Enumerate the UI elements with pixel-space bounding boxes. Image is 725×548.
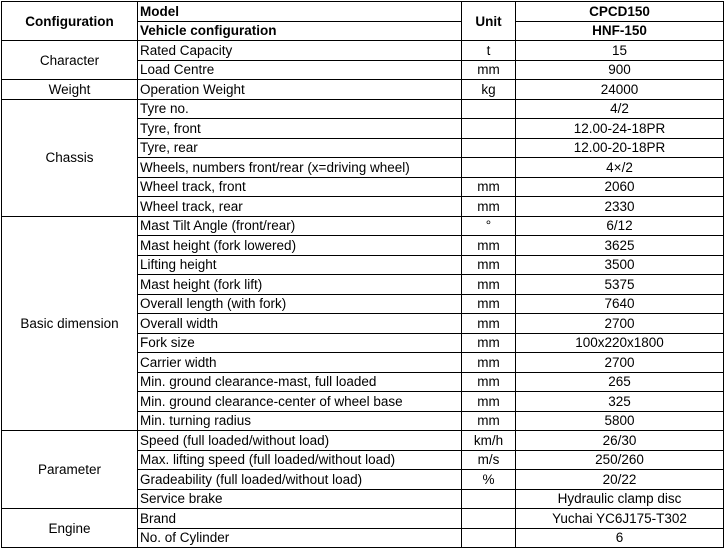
value-cell: Hydraulic clamp disc xyxy=(516,489,724,509)
item-label: Operation Weight xyxy=(138,80,462,100)
value-cell: 3625 xyxy=(516,236,724,256)
unit-cell: % xyxy=(462,470,516,490)
group-label: Chassis xyxy=(2,99,138,216)
value-cell: 250/260 xyxy=(516,450,724,470)
item-label: Brand xyxy=(138,509,462,529)
unit-cell xyxy=(462,528,516,548)
value-cell: 20/22 xyxy=(516,470,724,490)
unit-cell: mm xyxy=(462,372,516,392)
model-header: Model xyxy=(138,2,462,22)
item-label: Max. lifting speed (full loaded/without load) xyxy=(138,450,462,470)
item-label: Gradeability (full loaded/without load) xyxy=(138,470,462,490)
item-label: Rated Capacity xyxy=(138,41,462,61)
value-cell: 265 xyxy=(516,372,724,392)
value-cell: 2330 xyxy=(516,197,724,217)
unit-cell: mm xyxy=(462,333,516,353)
unit-cell: mm xyxy=(462,411,516,431)
group-label: Engine xyxy=(2,509,138,548)
item-label: Load Centre xyxy=(138,60,462,80)
unit-cell: km/h xyxy=(462,431,516,451)
value-cell: 12.00-20-18PR xyxy=(516,138,724,158)
value-cell: 325 xyxy=(516,392,724,412)
header-row-model xyxy=(2,2,724,22)
item-label: Mast height (fork lift) xyxy=(138,275,462,295)
unit-cell: mm xyxy=(462,353,516,373)
item-label: Wheels, numbers front/rear (x=driving wheel) xyxy=(138,158,462,178)
value-cell: 2060 xyxy=(516,177,724,197)
item-label: Overall width xyxy=(138,314,462,334)
unit-cell: mm xyxy=(462,236,516,256)
unit-cell xyxy=(462,509,516,529)
item-label: Fork size xyxy=(138,333,462,353)
value-cell: 2700 xyxy=(516,314,724,334)
item-label: Mast Tilt Angle (front/rear) xyxy=(138,216,462,236)
unit-cell: mm xyxy=(462,275,516,295)
unit-cell xyxy=(462,138,516,158)
value-cell: 4×/2 xyxy=(516,158,724,178)
unit-cell xyxy=(462,119,516,139)
item-label: Min. ground clearance-mast, full loaded xyxy=(138,372,462,392)
value-cell: 900 xyxy=(516,60,724,80)
spec-row xyxy=(2,431,724,451)
group-label: Basic dimension xyxy=(2,216,138,431)
item-label: Carrier width xyxy=(138,353,462,373)
item-label: Service brake xyxy=(138,489,462,509)
item-label: Mast height (fork lowered) xyxy=(138,236,462,256)
unit-cell: mm xyxy=(462,294,516,314)
value-cell: 5375 xyxy=(516,275,724,295)
unit-cell: mm xyxy=(462,255,516,275)
value-cell: Yuchai YC6J175-T302 xyxy=(516,509,724,529)
spec-table xyxy=(1,1,724,548)
unit-cell: mm xyxy=(462,60,516,80)
value-cell: 4/2 xyxy=(516,99,724,119)
value-cell: 26/30 xyxy=(516,431,724,451)
unit-cell: mm xyxy=(462,392,516,412)
unit-cell: kg xyxy=(462,80,516,100)
unit-cell xyxy=(462,99,516,119)
value-cell: 6/12 xyxy=(516,216,724,236)
spec-row xyxy=(2,99,724,119)
spec-row xyxy=(2,216,724,236)
unit-header: Unit xyxy=(462,2,516,41)
vehicle-configuration-value-header: HNF-150 xyxy=(516,21,724,41)
spec-row xyxy=(2,41,724,61)
value-cell: 7640 xyxy=(516,294,724,314)
unit-cell: m/s xyxy=(462,450,516,470)
group-label: Weight xyxy=(2,80,138,100)
item-label: Speed (full loaded/without load) xyxy=(138,431,462,451)
unit-cell: ° xyxy=(462,216,516,236)
item-label: Tyre, rear xyxy=(138,138,462,158)
unit-cell: mm xyxy=(462,177,516,197)
unit-cell: t xyxy=(462,41,516,61)
item-label: Wheel track, rear xyxy=(138,197,462,217)
unit-cell xyxy=(462,158,516,178)
value-cell: 3500 xyxy=(516,255,724,275)
item-label: Overall length (with fork) xyxy=(138,294,462,314)
vehicle-configuration-header: Vehicle configuration xyxy=(138,21,462,41)
unit-cell xyxy=(462,489,516,509)
value-cell: 24000 xyxy=(516,80,724,100)
item-label: Tyre, front xyxy=(138,119,462,139)
value-cell: 12.00-24-18PR xyxy=(516,119,724,139)
spec-row xyxy=(2,509,724,529)
item-label: Lifting height xyxy=(138,255,462,275)
group-label: Parameter xyxy=(2,431,138,509)
value-cell: 6 xyxy=(516,528,724,548)
item-label: Wheel track, front xyxy=(138,177,462,197)
value-cell: 15 xyxy=(516,41,724,61)
item-label: Tyre no. xyxy=(138,99,462,119)
configuration-header: Configuration xyxy=(2,2,138,41)
model-value-header: CPCD150 xyxy=(516,2,724,22)
unit-cell: mm xyxy=(462,197,516,217)
item-label: Min. ground clearance-center of wheel base xyxy=(138,392,462,412)
value-cell: 5800 xyxy=(516,411,724,431)
spec-table-body xyxy=(2,2,724,548)
unit-cell: mm xyxy=(462,314,516,334)
item-label: No. of Cylinder xyxy=(138,528,462,548)
value-cell: 2700 xyxy=(516,353,724,373)
value-cell: 100x220x1800 xyxy=(516,333,724,353)
item-label: Min. turning radius xyxy=(138,411,462,431)
group-label: Character xyxy=(2,41,138,80)
spec-row xyxy=(2,80,724,100)
